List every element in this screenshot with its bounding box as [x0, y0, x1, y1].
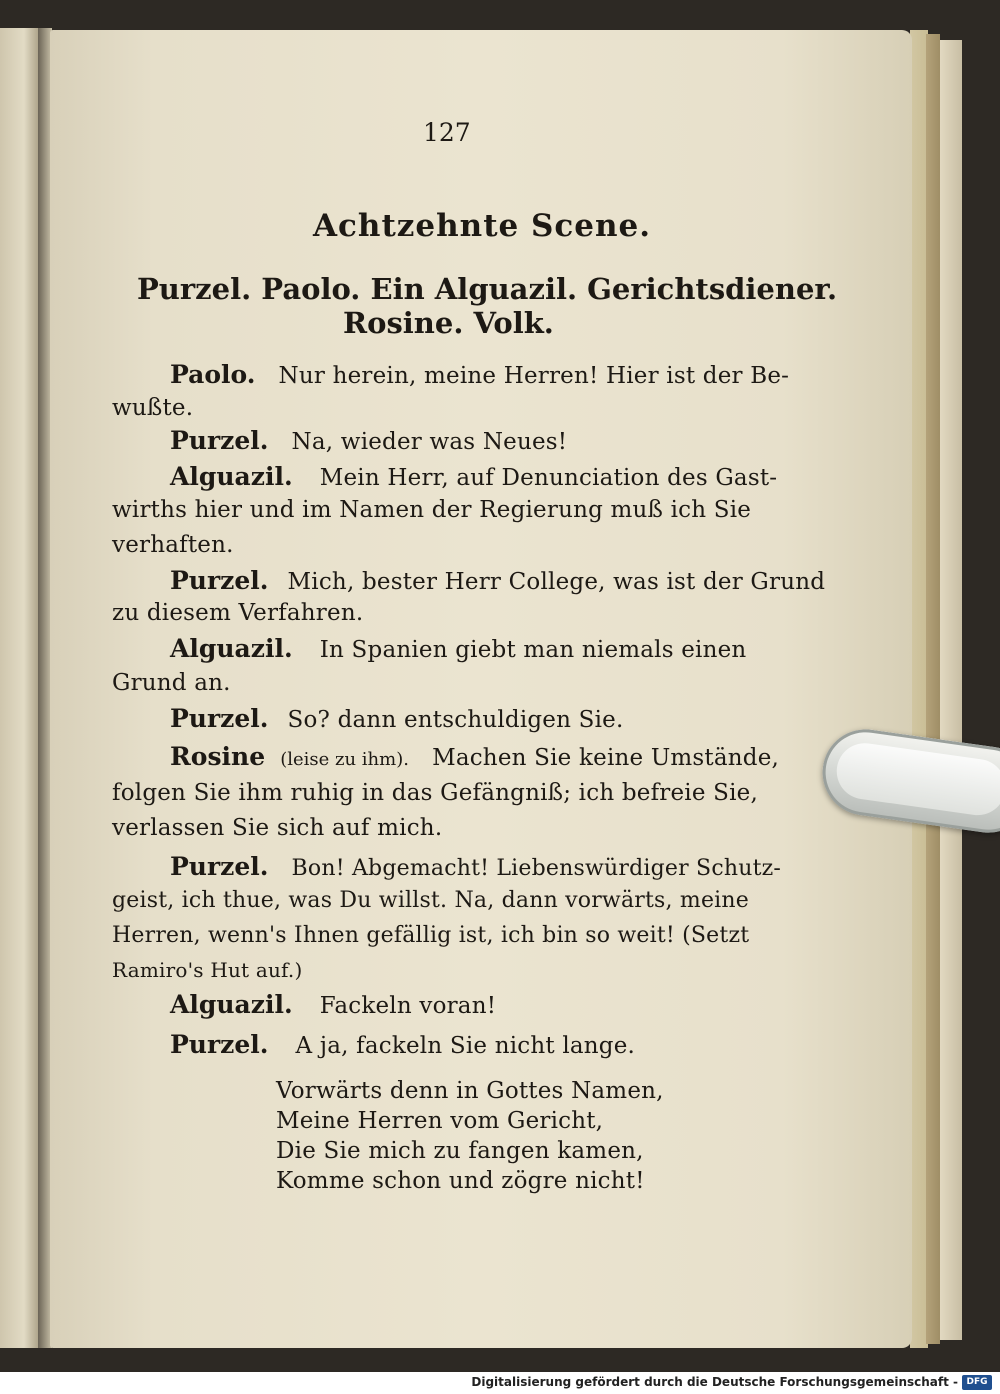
- dialogue-line: [170, 360, 789, 389]
- dialogue-line: wußte.: [112, 395, 194, 421]
- dialogue-line: [170, 742, 779, 771]
- line-text: A ja, fackeln Sie nicht lange.: [295, 1033, 636, 1059]
- dialogue-line: [170, 426, 567, 455]
- dialogue-line: [170, 566, 825, 595]
- speaker-name: Purzel.: [170, 852, 269, 881]
- dialogue-line: folgen Sie ihm ruhig in das Gefängniß; ich befreie Sie,: [112, 780, 759, 806]
- dialogue-line: [170, 852, 781, 881]
- verse-line: Die Sie mich zu fangen kamen,: [276, 1138, 644, 1164]
- line-text: So? dann entschuldigen Sie.: [287, 707, 624, 733]
- speaker-name: Purzel.: [170, 566, 269, 595]
- speaker-name: Alguazil.: [170, 990, 293, 1019]
- left-page-edge: [0, 28, 40, 1348]
- dialogue-line: Ramiro's Hut auf.): [112, 958, 303, 982]
- dialogue-line: verlassen Sie sich auf mich.: [112, 815, 443, 841]
- dfg-logo: DFG: [962, 1375, 992, 1390]
- speaker-name: Alguazil.: [170, 462, 293, 491]
- speaker-name: Purzel.: [170, 704, 269, 733]
- speaker-name: Alguazil.: [170, 634, 293, 663]
- cast-list-line-2: Rosine. Volk.: [343, 306, 554, 340]
- line-text: Na, wieder was Neues!: [291, 429, 568, 455]
- line-text: Bon! Abgemacht! Liebenswürdiger Schutz-: [291, 856, 782, 881]
- line-text: Fackeln voran!: [319, 993, 497, 1019]
- funding-credit: Digitalisierung gefördert durch die Deutsche Forschungsgemeinschaft -: [471, 1375, 958, 1389]
- stage-direction: (leise zu ihm).: [280, 749, 409, 770]
- scene-title: Achtzehnte Scene.: [313, 208, 652, 244]
- verse-line: Vorwärts denn in Gottes Namen,: [276, 1078, 664, 1104]
- line-text: Mich, bester Herr College, was ist der Grund: [287, 569, 826, 595]
- dialogue-line: [170, 462, 777, 491]
- line-text: In Spanien giebt man niemals einen: [319, 637, 747, 663]
- dialogue-line: [170, 704, 623, 733]
- line-text: Mein Herr, auf Denunciation des Gast-: [319, 465, 778, 491]
- footer-bar: [0, 1372, 1000, 1394]
- speaker-name: Rosine: [170, 742, 266, 771]
- glass-highlight: [833, 740, 1000, 819]
- line-text: Machen Sie keine Umstände,: [432, 745, 780, 771]
- verse-line: Komme schon und zögre nicht!: [276, 1168, 645, 1194]
- speaker-name: Purzel.: [170, 1030, 269, 1059]
- fore-edge-shadow: [926, 34, 940, 1344]
- speaker-name: Purzel.: [170, 426, 269, 455]
- dialogue-line: wirths hier und im Namen der Regierung muß ich Sie: [112, 497, 752, 523]
- page-number: 127: [423, 118, 471, 147]
- dialogue-line: Herren, wenn's Ihnen gefällig ist, ich bin so weit! (Setzt: [112, 923, 750, 948]
- dialogue-line: [170, 990, 496, 1019]
- dialogue-line: zu diesem Verfahren.: [112, 600, 364, 626]
- dialogue-line: geist, ich thue, was Du willst. Na, dann vorwärts, meine: [112, 888, 750, 913]
- dialogue-line: verhaften.: [112, 532, 234, 558]
- dialogue-line: [170, 1030, 635, 1059]
- line-text: Nur herein, meine Herren! Hier ist der Be-: [278, 363, 790, 389]
- cast-list-line-1: Purzel. Paolo. Ein Alguazil. Gerichtsdiener.: [137, 272, 838, 306]
- speaker-name: Paolo.: [170, 360, 256, 389]
- dialogue-line: Grund an.: [112, 670, 231, 696]
- dialogue-line: [170, 634, 746, 663]
- back-cover-edge: [940, 40, 962, 1340]
- verse-line: Meine Herren vom Gericht,: [276, 1108, 604, 1134]
